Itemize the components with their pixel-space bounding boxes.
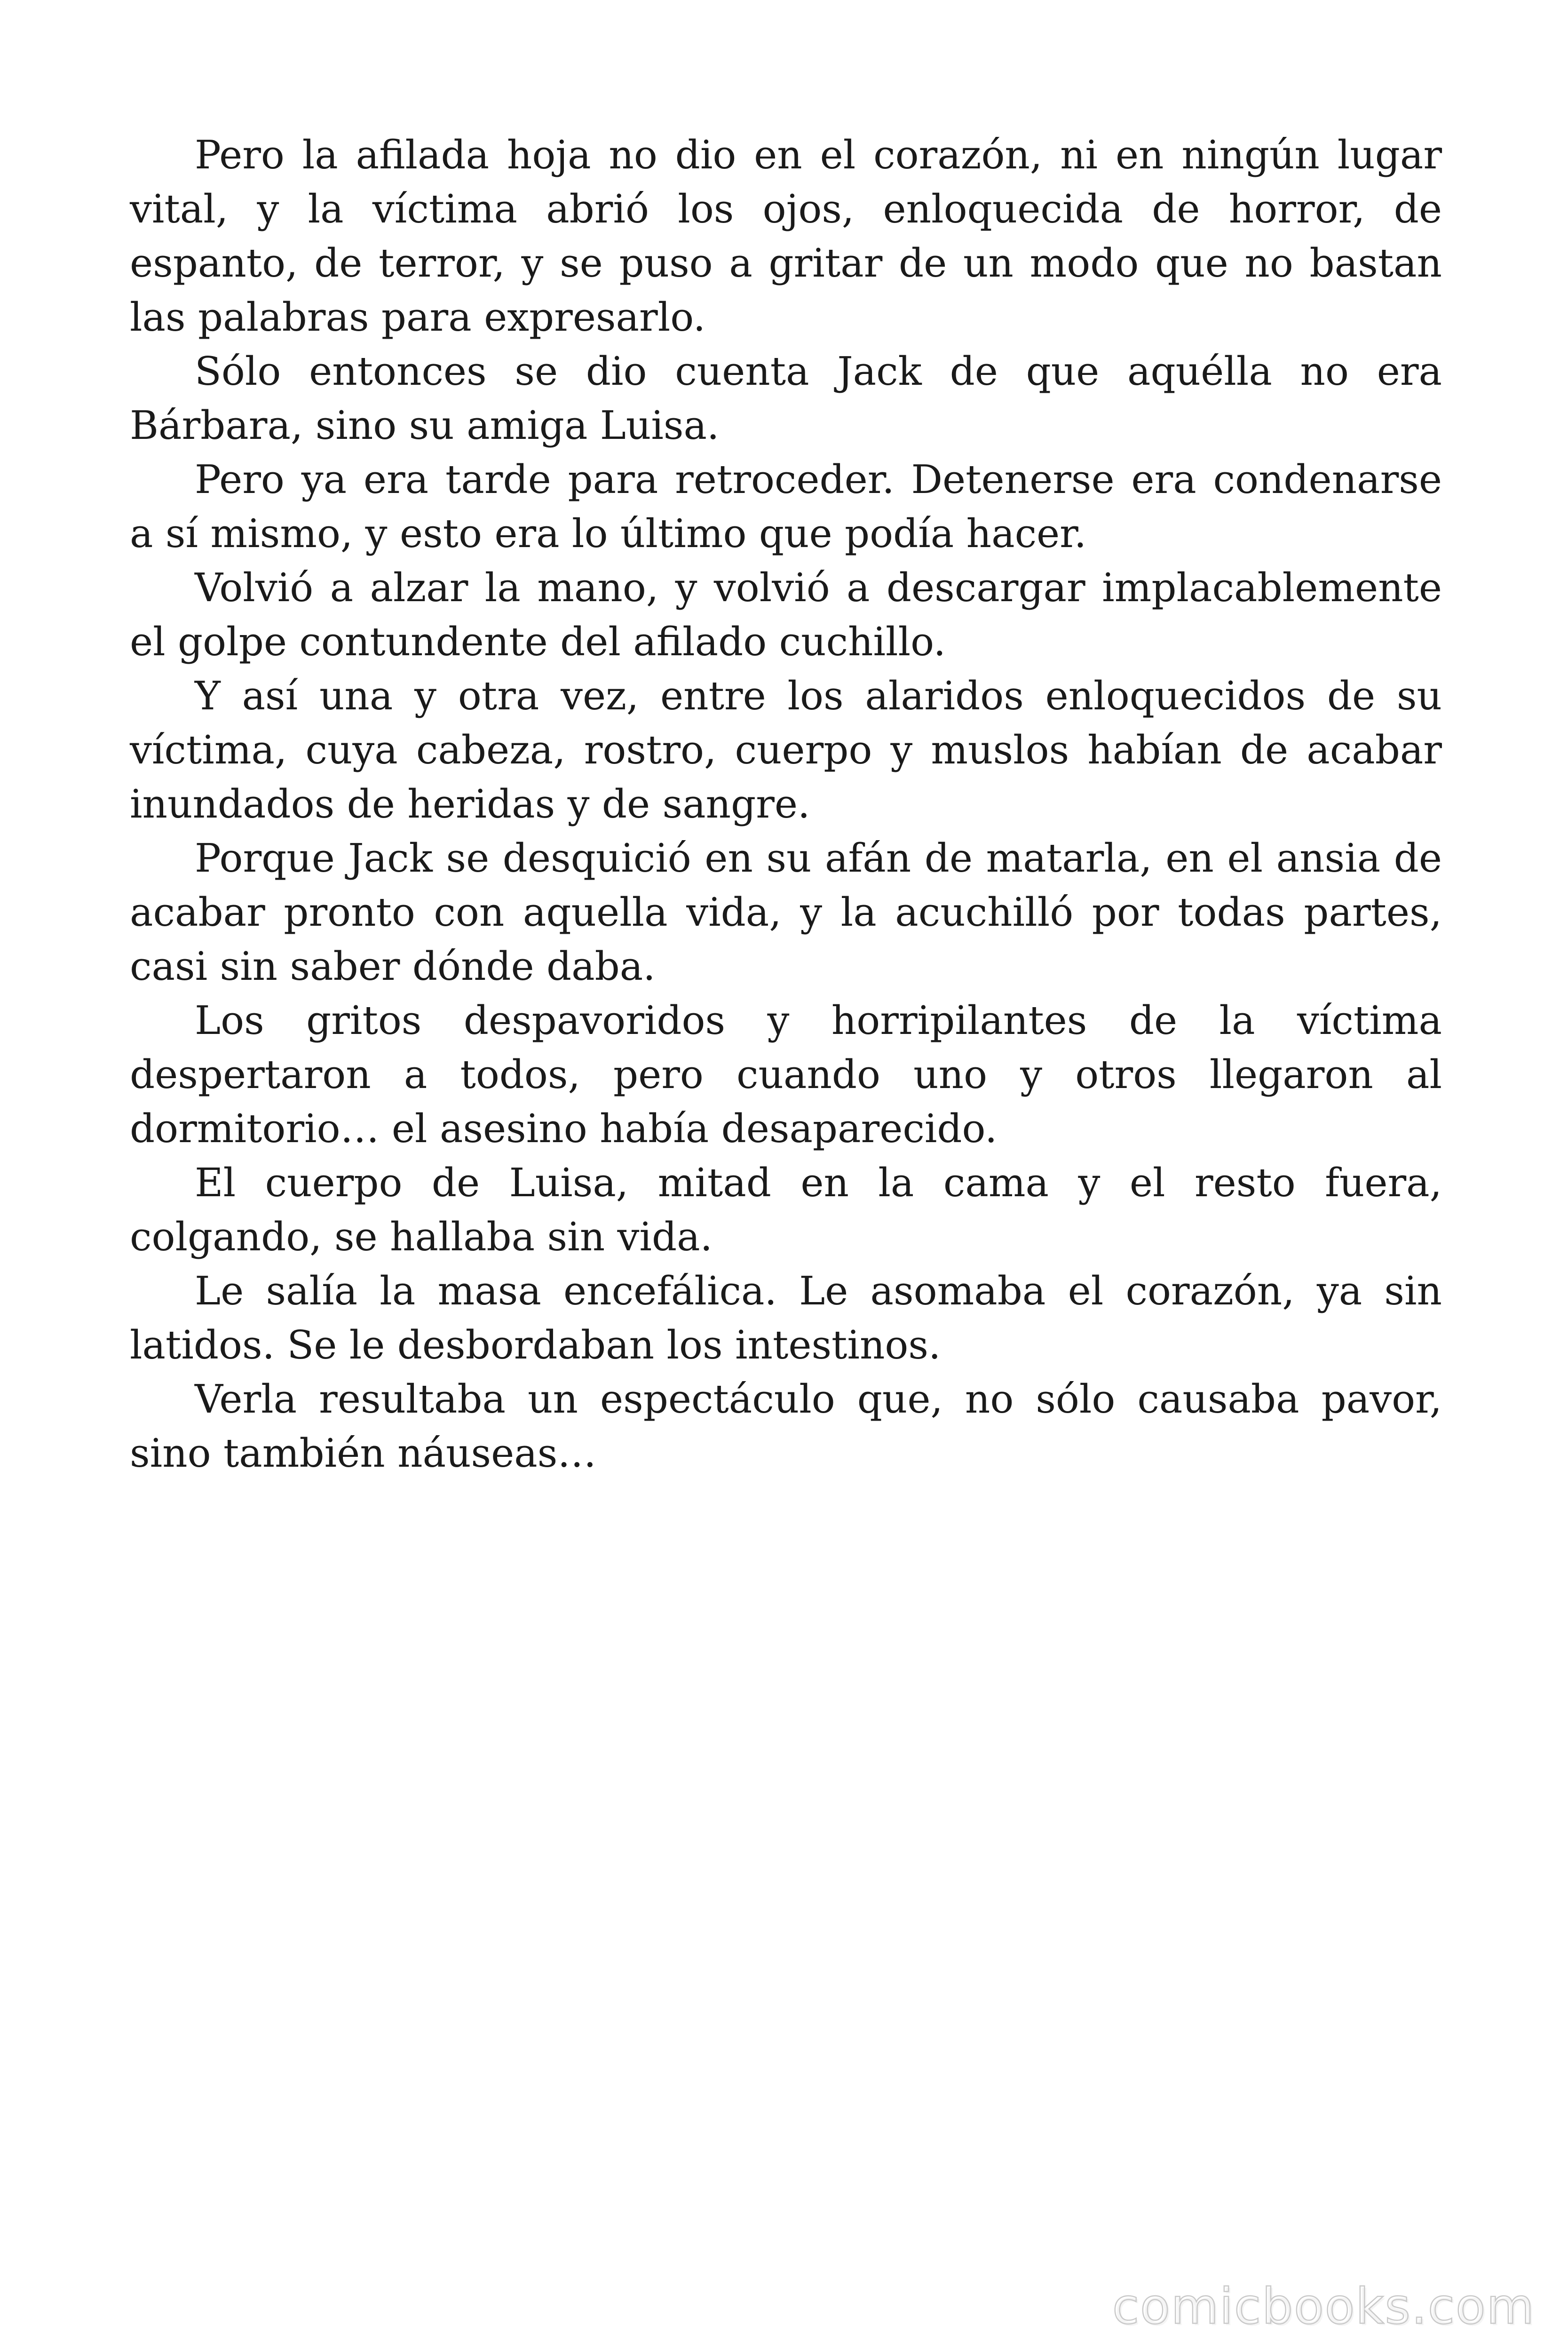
paragraph: Porque Jack se desquició en su afán de matarla, en el ansia de acabar pronto con aquella vida, y la acuchilló por todas partes, casi sin saber dónde daba. — [130, 835, 1442, 989]
watermark: comicbooks.com — [1112, 2278, 1535, 2335]
paragraph: Pero ya era tarde para retroceder. Detenerse era condenarse a sí mismo, y esto era lo último que podía hacer. — [130, 457, 1442, 556]
paragraph: Le salía la masa encefálica. Le asomaba el corazón, ya sin latidos. Se le desbordaban los intestinos. — [130, 1268, 1442, 1368]
paragraph: Sólo entonces se dio cuenta Jack de que aquélla no era Bárbara, sino su amiga Luisa. — [130, 349, 1442, 448]
paragraph: Los gritos despavoridos y horripilantes de la víctima despertaron a todos, pero cuando uno y otros llegaron al dormitorio… el asesino había desaparecido. — [130, 998, 1442, 1152]
paragraph: Volvió a alzar la mano, y volvió a descargar implacablemente el golpe contundente del afilado cuchillo. — [130, 565, 1442, 665]
paragraph: Pero la afilada hoja no dio en el corazón, ni en ningún lugar vital, y la víctima abrió los ojos, enloquecida de horror, de espanto, de terror, y se puso a gritar de un modo que no bastan las palabras para expresarlo. — [130, 132, 1442, 340]
paragraph: Verla resultaba un espectáculo que, no sólo causaba pavor, sino también náuseas… — [130, 1376, 1442, 1476]
paragraph: Y así una y otra vez, entre los alaridos enloquecidos de su víctima, cuya cabeza, rostro, cuerpo y muslos habían de acabar inundados de heridas y de sangre. — [130, 673, 1442, 827]
body-text — [130, 128, 1442, 1480]
paragraph: El cuerpo de Luisa, mitad en la cama y el resto fuera, colgando, se hallaba sin vida. — [130, 1160, 1442, 1260]
